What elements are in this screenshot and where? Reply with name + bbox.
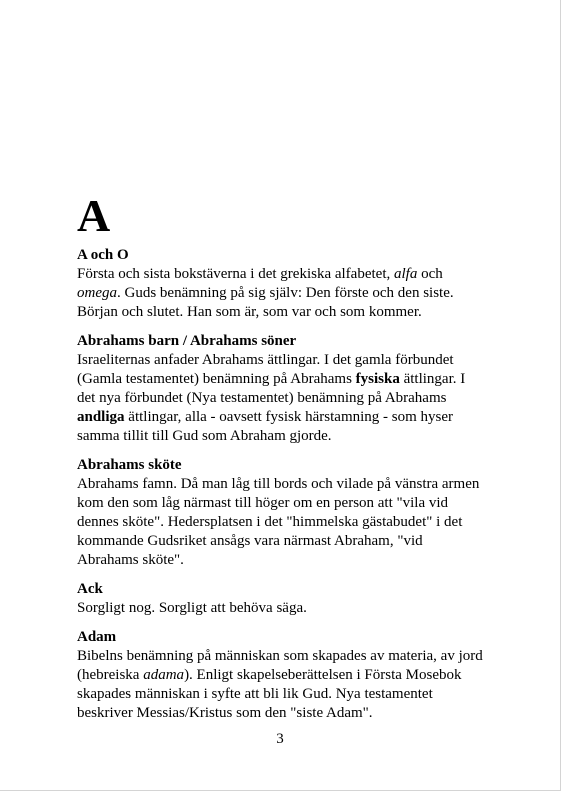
entry-term: Abrahams sköte (77, 457, 182, 473)
section-letter-heading: A (77, 190, 111, 241)
page-content (77, 190, 487, 733)
entry-a-och-o (77, 246, 487, 322)
entry-definition: Sorgligt nog. Sorgligt att behöva säga. (77, 600, 307, 616)
emphasis-andliga: andliga (77, 409, 125, 425)
entry-definition: Första och sista bokstäverna i det grekiska alfabetet, alfa och omega. Guds benämning på sig själv: Den förste och den siste. Början och slutet. Han som är, som var och som kommer. (77, 266, 454, 320)
entry-adam (77, 628, 487, 723)
entry-definition: Israeliternas anfader Abrahams ättlingar. I det gamla förbundet (Gamla testamentet) benämning på Abrahams fysiska ättlingar. I det nya förbundet (Nya testamentet) benämning på Abrahams andliga ättlingar, alla - oavsett fysisk härstamning - som hyser samma tillit till Gud som Abraham gjorde. (77, 352, 466, 444)
emphasis-omega: omega (77, 285, 117, 301)
emphasis-fysiska: fysiska (355, 371, 400, 387)
entry-ack (77, 580, 487, 618)
page-number: 3 (276, 731, 284, 747)
emphasis-adama: adama (143, 667, 185, 683)
entry-term: Adam (77, 629, 117, 645)
entry-definition: Abrahams famn. Då man låg till bords och vilade på vänstra armen kom den som låg närmast till höger om en person att "vila vid dennes sköte". Hedersplatsen i det "himmelska gästabudet" i det kommande Gudsriket ansågs vara närmast Abraham, "vid Abrahams sköte". (77, 476, 480, 568)
entry-abrahams-barn (77, 332, 487, 446)
entry-term: Ack (77, 581, 103, 597)
entry-term: Abrahams barn / Abrahams söner (77, 333, 297, 349)
entry-definition: Bibelns benämning på människan som skapades av materia, av jord (hebreiska adama). Enligt skapelseberättelsen i Första Mosebok skapades människan i syfte att bli lik Gud. Nya testamentet beskriver Messias/Kristus som den "siste Adam". (77, 648, 483, 721)
entry-term: A och O (77, 247, 129, 263)
emphasis-alfa: alfa (394, 266, 418, 282)
entry-abrahams-skote (77, 456, 487, 570)
